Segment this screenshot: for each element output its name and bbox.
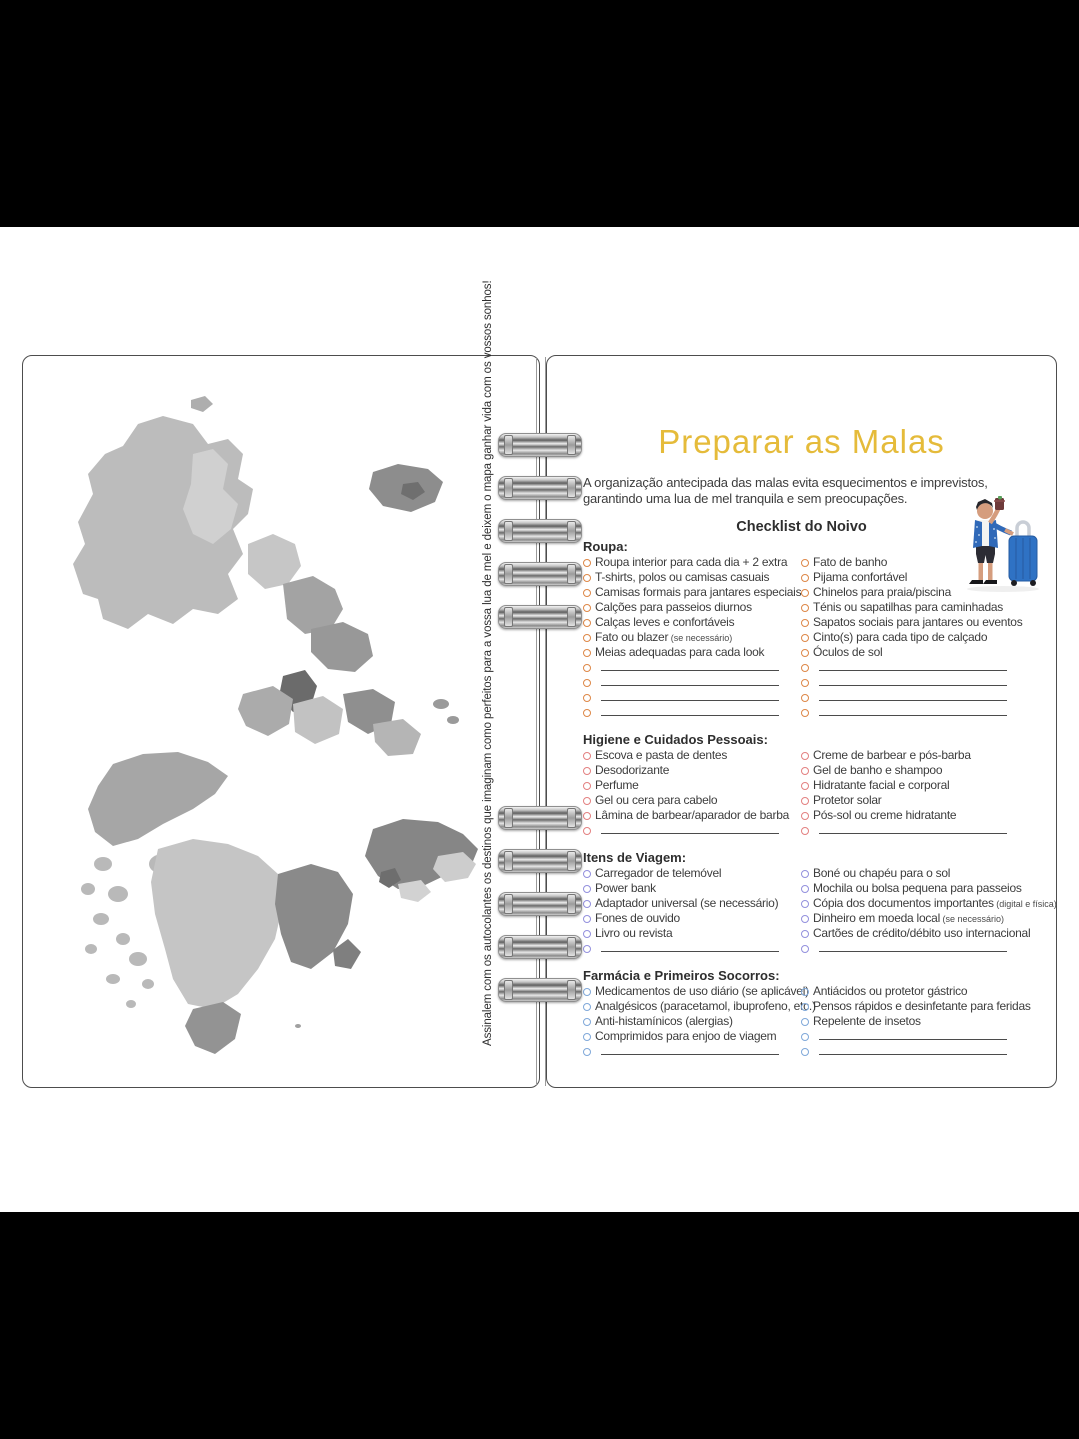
binding-coil-icon bbox=[498, 849, 582, 873]
item-note: (digital e física) bbox=[993, 899, 1057, 909]
write-in-underline bbox=[601, 690, 779, 701]
checkbox-circle-icon bbox=[583, 709, 591, 717]
world-map bbox=[43, 394, 483, 1074]
checklist-column bbox=[583, 748, 795, 838]
item-label: Creme de barbear e pós-barba bbox=[813, 748, 971, 762]
checkbox-circle-icon bbox=[801, 988, 809, 996]
item-label: Livro ou revista bbox=[595, 926, 673, 940]
checklist-item bbox=[583, 615, 795, 630]
intro-text: A organização antecipada das malas evita esquecimentos e imprevistos, garantindo uma lua de mel tranquila e sem preocupações. bbox=[583, 475, 988, 506]
write-in-underline bbox=[819, 941, 1007, 952]
checkbox-circle-icon bbox=[583, 900, 591, 908]
checkbox-circle-icon bbox=[583, 945, 591, 953]
checklist-item bbox=[583, 600, 795, 615]
checkbox-circle-icon bbox=[583, 988, 591, 996]
checkbox-circle-icon bbox=[801, 797, 809, 805]
checkbox-circle-icon bbox=[583, 827, 591, 835]
checkbox-circle-icon bbox=[801, 559, 809, 567]
checklist-item bbox=[801, 748, 1020, 763]
checkbox-circle-icon bbox=[801, 782, 809, 790]
checkbox-circle-icon bbox=[801, 930, 809, 938]
write-in-underline bbox=[601, 660, 779, 671]
binding-coil-icon bbox=[498, 978, 582, 1002]
bottom-black-bar bbox=[0, 1212, 1079, 1439]
item-label: Calções para passeios diurnos bbox=[595, 600, 752, 614]
left-page bbox=[22, 280, 540, 1088]
checkbox-circle-icon bbox=[583, 767, 591, 775]
item-label: Anti-histamínicos (alergias) bbox=[595, 1014, 733, 1028]
checklist-item bbox=[583, 793, 795, 808]
item-label: Escova e pasta de dentes bbox=[595, 748, 728, 762]
checklist-item bbox=[583, 866, 795, 881]
blank-write-in-line bbox=[801, 660, 1022, 675]
binding-coil-icon bbox=[498, 605, 582, 629]
checklist-column bbox=[583, 866, 795, 956]
checkbox-circle-icon bbox=[801, 945, 809, 953]
checkbox-circle-icon bbox=[801, 679, 809, 687]
item-label: Antiácidos ou protetor gástrico bbox=[813, 984, 968, 998]
item-label: Hidratante facial e corporal bbox=[813, 778, 950, 792]
checklist-column bbox=[583, 984, 816, 1059]
checklist-subtitle: Checklist do Noivo bbox=[736, 519, 867, 535]
section-heading: Roupa: bbox=[583, 539, 628, 554]
item-label: Óculos de sol bbox=[813, 645, 883, 659]
section-columns bbox=[583, 748, 1020, 838]
blank-write-in-line bbox=[801, 675, 1022, 690]
checklist-item bbox=[583, 881, 795, 896]
checklist-item bbox=[801, 615, 1022, 630]
checkbox-circle-icon bbox=[801, 604, 809, 612]
checkbox-circle-icon bbox=[583, 870, 591, 878]
item-label: Power bank bbox=[595, 881, 656, 895]
checklist-column bbox=[801, 748, 1020, 838]
item-label: Gel de banho e shampoo bbox=[813, 763, 943, 777]
section-heading: Itens de Viagem: bbox=[583, 850, 687, 865]
checklist-column bbox=[583, 555, 802, 720]
item-label: Desodorizante bbox=[595, 763, 670, 777]
checkbox-circle-icon bbox=[583, 559, 591, 567]
item-label: Chinelos para praia/piscina bbox=[813, 585, 951, 599]
checklist-item bbox=[583, 1029, 795, 1044]
item-label: Calças leves e confortáveis bbox=[595, 615, 735, 629]
right-page bbox=[546, 355, 1057, 1088]
item-label: Carregador de telemóvel bbox=[595, 866, 722, 880]
section-heading: Higiene e Cuidados Pessoais: bbox=[583, 732, 768, 747]
checkbox-circle-icon bbox=[583, 1003, 591, 1011]
checkbox-circle-icon bbox=[801, 619, 809, 627]
checkbox-circle-icon bbox=[801, 589, 809, 597]
item-label: Cinto(s) para cada tipo de calçado bbox=[813, 630, 988, 644]
checklist-item bbox=[583, 555, 795, 570]
checklist-item bbox=[583, 896, 795, 911]
checkbox-circle-icon bbox=[583, 930, 591, 938]
binding-coil-icon bbox=[498, 476, 582, 500]
item-note: (se necessário) bbox=[668, 633, 733, 643]
page-title: Preparar as Malas bbox=[658, 423, 945, 460]
write-in-underline bbox=[819, 660, 1007, 671]
checklist-item bbox=[801, 600, 1022, 615]
checkbox-circle-icon bbox=[801, 574, 809, 582]
item-label: Sapatos sociais para jantares ou eventos bbox=[813, 615, 1023, 629]
item-label: Gel ou cera para cabelo bbox=[595, 793, 718, 807]
item-label: Mochila ou bolsa pequena para passeios bbox=[813, 881, 1022, 895]
checkbox-circle-icon bbox=[583, 812, 591, 820]
checklist-item bbox=[583, 630, 795, 645]
checkbox-circle-icon bbox=[801, 1033, 809, 1041]
write-in-underline bbox=[601, 705, 779, 716]
item-label: Boné ou chapéu para o sol bbox=[813, 866, 951, 880]
checklist-item bbox=[583, 748, 795, 763]
item-label: Pijama confortável bbox=[813, 570, 908, 584]
vertical-caption: Assinalem com os autocolantes os destinos que imaginam como perfeitos para a vossa lua de mel e deixem o mapa ganhar vida com os vossos sonhos! bbox=[482, 280, 494, 1046]
checkbox-circle-icon bbox=[583, 604, 591, 612]
checklist-item bbox=[583, 778, 795, 793]
blank-write-in-line bbox=[583, 1044, 795, 1059]
item-label: Pensos rápidos e desinfetante para feridas bbox=[813, 999, 1031, 1013]
checklist-column bbox=[801, 984, 1031, 1059]
checklist-item bbox=[801, 778, 1020, 793]
item-label: Meias adequadas para cada look bbox=[595, 645, 765, 659]
write-in-underline bbox=[601, 941, 779, 952]
item-label: Camisas formais para jantares especiais bbox=[595, 585, 802, 599]
item-label: Lâmina de barbear/aparador de barba bbox=[595, 808, 790, 822]
write-in-underline bbox=[819, 823, 1007, 834]
binding-coil-icon bbox=[498, 892, 582, 916]
checkbox-circle-icon bbox=[583, 885, 591, 893]
checklist-item bbox=[801, 866, 1057, 881]
write-in-underline bbox=[601, 823, 779, 834]
checklist-item bbox=[583, 645, 795, 660]
checklist-item bbox=[583, 570, 795, 585]
checklist-item bbox=[583, 585, 802, 600]
binding-coil-icon bbox=[498, 433, 582, 457]
section-columns bbox=[583, 866, 1057, 956]
item-label: Pós-sol ou creme hidratante bbox=[813, 808, 957, 822]
checkbox-circle-icon bbox=[801, 694, 809, 702]
checkbox-circle-icon bbox=[583, 1033, 591, 1041]
checklist-item bbox=[801, 911, 1057, 926]
checkbox-circle-icon bbox=[583, 915, 591, 923]
checkbox-circle-icon bbox=[583, 589, 591, 597]
checkbox-circle-icon bbox=[801, 885, 809, 893]
suitcase-handle-icon bbox=[1017, 522, 1029, 536]
sections-container bbox=[583, 539, 1057, 1059]
page-edge-lines bbox=[536, 357, 546, 1086]
item-label: Dinheiro em moeda local (se necessário) bbox=[813, 911, 1005, 925]
checkbox-circle-icon bbox=[583, 649, 591, 657]
item-label: Repelente de insetos bbox=[813, 1014, 921, 1028]
blank-write-in-line bbox=[583, 705, 795, 720]
blank-write-in-line bbox=[801, 823, 1020, 838]
checklist-item bbox=[801, 896, 1057, 911]
checkbox-circle-icon bbox=[801, 752, 809, 760]
checkbox-circle-icon bbox=[801, 1018, 809, 1026]
checkbox-circle-icon bbox=[801, 870, 809, 878]
checklist-item bbox=[583, 999, 816, 1014]
write-in-underline bbox=[819, 675, 1007, 686]
checklist-item bbox=[583, 808, 795, 823]
blank-write-in-line bbox=[801, 690, 1022, 705]
blank-write-in-line bbox=[583, 675, 795, 690]
binding-coil-icon bbox=[498, 806, 582, 830]
write-in-underline bbox=[819, 690, 1007, 701]
blank-write-in-line bbox=[801, 1044, 1031, 1059]
checklist-section bbox=[583, 732, 1020, 838]
section-columns bbox=[583, 984, 1031, 1059]
write-in-underline bbox=[819, 1029, 1007, 1040]
checklist-item bbox=[801, 926, 1057, 941]
checklist-item bbox=[801, 881, 1057, 896]
binding-coil-icon bbox=[498, 519, 582, 543]
item-note: (se necessário) bbox=[939, 914, 1005, 924]
coffee-cup-icon bbox=[995, 498, 1004, 510]
blank-write-in-line bbox=[801, 1029, 1031, 1044]
write-in-underline bbox=[819, 1044, 1007, 1055]
item-label: Analgésicos (paracetamol, ibuprofeno, etc.) bbox=[595, 999, 816, 1013]
item-label: Roupa interior para cada dia + 2 extra bbox=[595, 555, 788, 569]
item-label: Perfume bbox=[595, 778, 639, 792]
checkbox-circle-icon bbox=[801, 812, 809, 820]
checklist-item bbox=[583, 1014, 795, 1029]
traveler-illustration bbox=[945, 496, 1047, 594]
checkbox-circle-icon bbox=[583, 1048, 591, 1056]
checklist-section bbox=[583, 968, 1031, 1059]
checkbox-circle-icon bbox=[583, 619, 591, 627]
checkbox-circle-icon bbox=[801, 1003, 809, 1011]
item-label: Medicamentos de uso diário (se aplicável) bbox=[595, 984, 809, 998]
blank-write-in-line bbox=[801, 705, 1022, 720]
item-label: Fones de ouvido bbox=[595, 911, 680, 925]
binding-coil-icon bbox=[498, 935, 582, 959]
checkbox-circle-icon bbox=[583, 1018, 591, 1026]
checkbox-circle-icon bbox=[583, 694, 591, 702]
checklist-item bbox=[801, 999, 1031, 1014]
checkbox-circle-icon bbox=[801, 709, 809, 717]
checklist-column bbox=[801, 866, 1057, 956]
blank-write-in-line bbox=[583, 690, 795, 705]
checklist-item bbox=[583, 926, 795, 941]
write-in-underline bbox=[819, 705, 1007, 716]
item-label: Adaptador universal (se necessário) bbox=[595, 896, 779, 910]
checklist-item bbox=[801, 984, 1031, 999]
checkbox-circle-icon bbox=[583, 782, 591, 790]
checklist-item bbox=[583, 984, 809, 999]
item-label: Fato de banho bbox=[813, 555, 888, 569]
checkbox-circle-icon bbox=[801, 649, 809, 657]
checklist-section bbox=[583, 850, 1057, 956]
checkbox-circle-icon bbox=[801, 767, 809, 775]
world-map-graphic bbox=[43, 394, 483, 1074]
item-label: T-shirts, polos ou camisas casuais bbox=[595, 570, 770, 584]
checkbox-circle-icon bbox=[801, 827, 809, 835]
checkbox-circle-icon bbox=[583, 574, 591, 582]
top-black-bar bbox=[0, 0, 1079, 227]
item-label: Cartões de crédito/débito uso internacional bbox=[813, 926, 1031, 940]
checklist-item bbox=[801, 630, 1022, 645]
checkbox-circle-icon bbox=[801, 1048, 809, 1056]
binding-coil-icon bbox=[498, 562, 582, 586]
checkbox-circle-icon bbox=[583, 752, 591, 760]
item-label: Fato ou blazer (se necessário) bbox=[595, 630, 733, 644]
checklist-item bbox=[583, 911, 795, 926]
checkbox-circle-icon bbox=[801, 634, 809, 642]
item-label: Ténis ou sapatilhas para caminhadas bbox=[813, 600, 1004, 614]
write-in-underline bbox=[601, 1044, 779, 1055]
checkbox-circle-icon bbox=[801, 900, 809, 908]
blank-write-in-line bbox=[801, 941, 1057, 956]
blank-write-in-line bbox=[583, 660, 795, 675]
checkbox-circle-icon bbox=[583, 679, 591, 687]
checkbox-circle-icon bbox=[583, 634, 591, 642]
write-in-underline bbox=[601, 675, 779, 686]
checkbox-circle-icon bbox=[583, 797, 591, 805]
checklist-item bbox=[583, 763, 795, 778]
checkbox-circle-icon bbox=[801, 915, 809, 923]
item-label: Cópia dos documentos importantes (digital e física) bbox=[813, 896, 1057, 910]
checklist-item bbox=[801, 1014, 1031, 1029]
blank-write-in-line bbox=[583, 823, 795, 838]
blank-write-in-line bbox=[583, 941, 795, 956]
checklist-item bbox=[801, 793, 1020, 808]
item-label: Protetor solar bbox=[813, 793, 882, 807]
checklist-item bbox=[801, 645, 1022, 660]
checkbox-circle-icon bbox=[583, 664, 591, 672]
checklist-item bbox=[801, 763, 1020, 778]
checkbox-circle-icon bbox=[801, 664, 809, 672]
section-heading: Farmácia e Primeiros Socorros: bbox=[583, 968, 780, 983]
item-label: Comprimidos para enjoo de viagem bbox=[595, 1029, 777, 1043]
checklist-item bbox=[801, 808, 1020, 823]
